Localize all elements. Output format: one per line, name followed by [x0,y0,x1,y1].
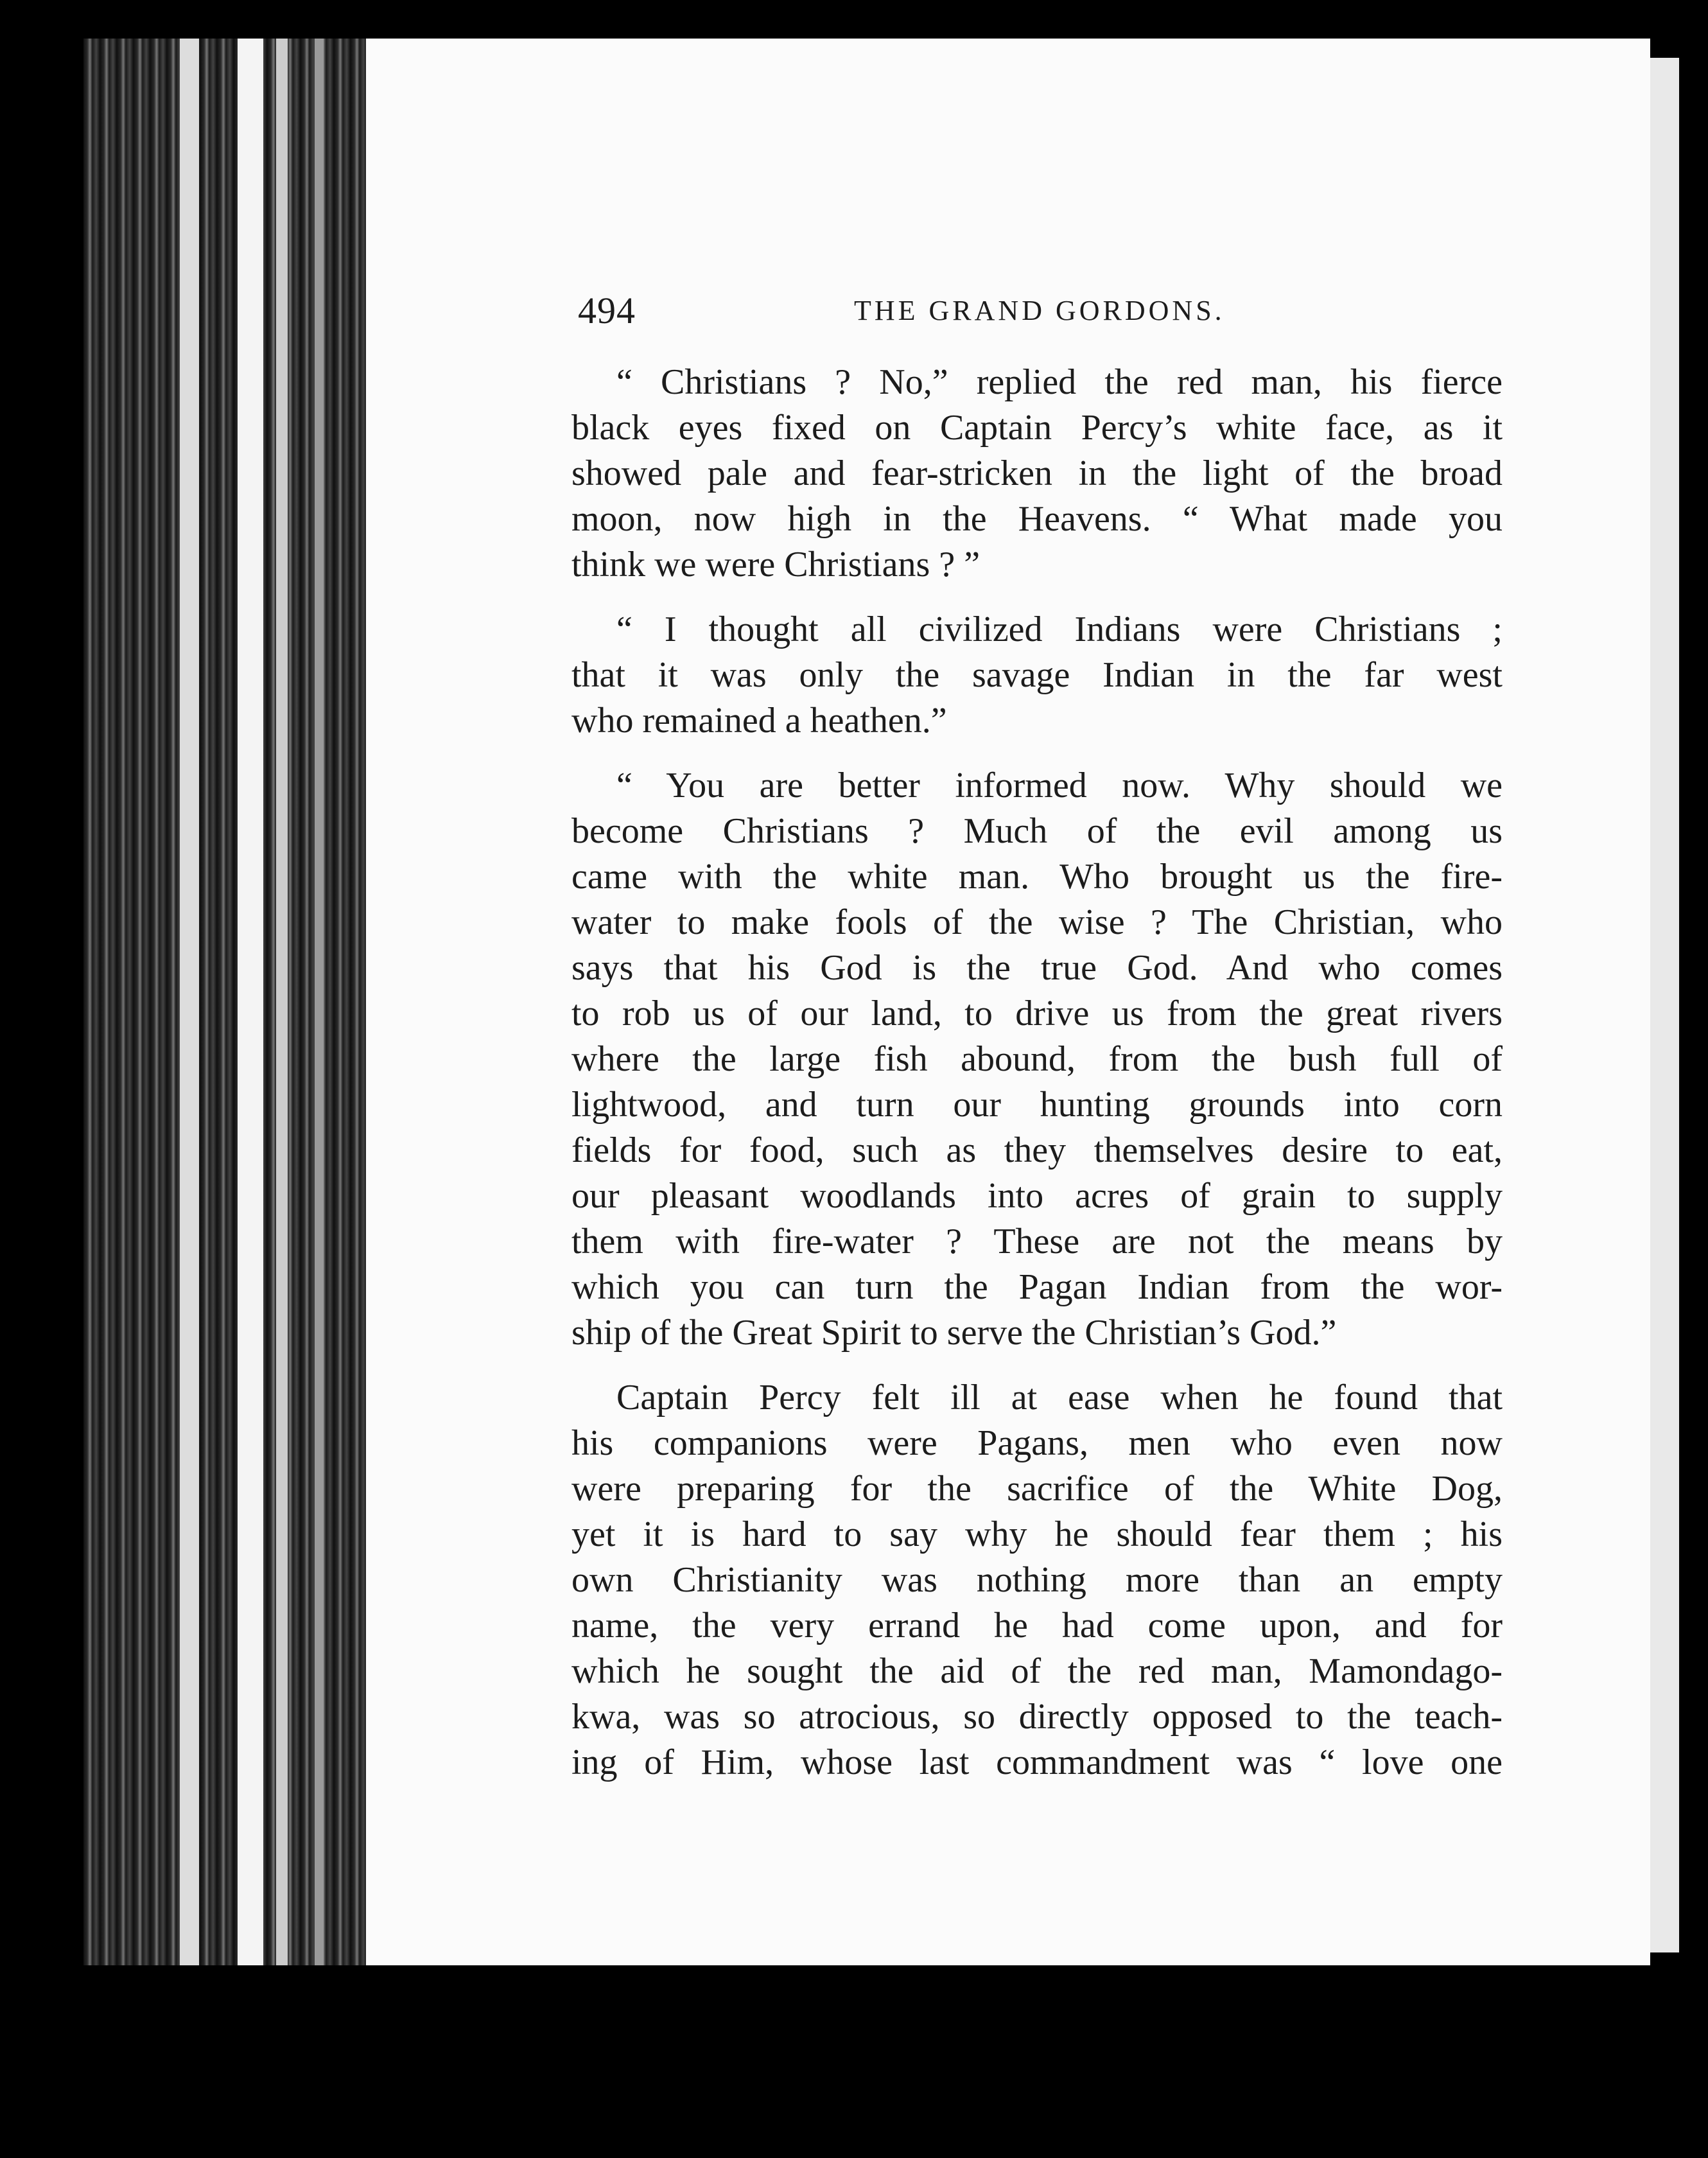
text-line: ing of Him, whose last commandment was “ love one [571,1742,1503,1782]
page-number: 494 [578,290,636,331]
edge-band [238,39,263,1965]
running-head: THE GRAND GORDONS. [854,295,1225,326]
text-line: name, the very errand he had come upon, and for [571,1606,1503,1645]
text-line: own Christianity was nothing more than an empty [571,1560,1503,1600]
text-line: fields for food, such as they themselves desire to eat, [571,1130,1503,1170]
text-line: who remained a heathen.” [571,701,947,741]
text-line: came with the white man. Who brought us the fire- [571,857,1503,897]
edge-band [315,39,324,1965]
book-page [366,39,1650,1965]
text-line: which he sought the aid of the red man, Mamondago- [571,1651,1503,1691]
text-line: become Christians ? Much of the evil among us [571,811,1503,851]
text-line: our pleasant woodlands into acres of grain to supply [571,1176,1503,1216]
text-line: think we were Christians ? ” [571,545,980,584]
text-line: “ I thought all civilized Indians were Christians ; [616,610,1503,649]
edge-band [180,39,199,1965]
text-line: ship of the Great Spirit to serve the Christian’s God.” [571,1313,1337,1353]
text-line: water to make fools of the wise ? The Christian, who [571,902,1503,942]
paragraph [571,1375,1503,1785]
paragraph [571,607,1503,744]
text-line: that it was only the savage Indian in the far west [571,655,1503,695]
text-line: black eyes fixed on Captain Percy’s white face, as it [571,408,1503,448]
text-line: kwa, was so atrocious, so directly opposed to the teach- [571,1697,1503,1737]
text-line: moon, now high in the Heavens. “ What made you [571,499,1503,539]
text-line: Captain Percy felt ill at ease when he found that [616,1378,1503,1417]
text-line: were preparing for the sacrifice of the White Dog, [571,1469,1503,1509]
body-text [571,360,1503,1805]
edge-band [276,39,288,1965]
text-line: his companions were Pagans, men who even now [571,1423,1503,1463]
text-line: where the large fish abound, from the bush full of [571,1039,1503,1079]
text-line: to rob us of our land, to drive us from the great rivers [571,994,1503,1033]
paragraph [571,763,1503,1356]
text-line: says that his God is the true God. And who comes [571,948,1503,988]
text-line: yet it is hard to say why he should fear them ; his [571,1514,1503,1554]
text-line: lightwood, and turn our hunting grounds into corn [571,1085,1503,1125]
page-edges [83,39,366,1965]
text-line: “ Christians ? No,” replied the red man, his fierce [616,362,1503,402]
facing-page-edge [1650,58,1679,1952]
paragraph [571,360,1503,588]
text-line: them with fire-water ? These are not the means by [571,1222,1503,1261]
page-header [578,289,1605,340]
text-line: “ You are better informed now. Why should we [616,766,1503,805]
text-line: which you can turn the Pagan Indian from the wor- [571,1267,1503,1307]
text-line: showed pale and fear-stricken in the light of the broad [571,453,1503,493]
